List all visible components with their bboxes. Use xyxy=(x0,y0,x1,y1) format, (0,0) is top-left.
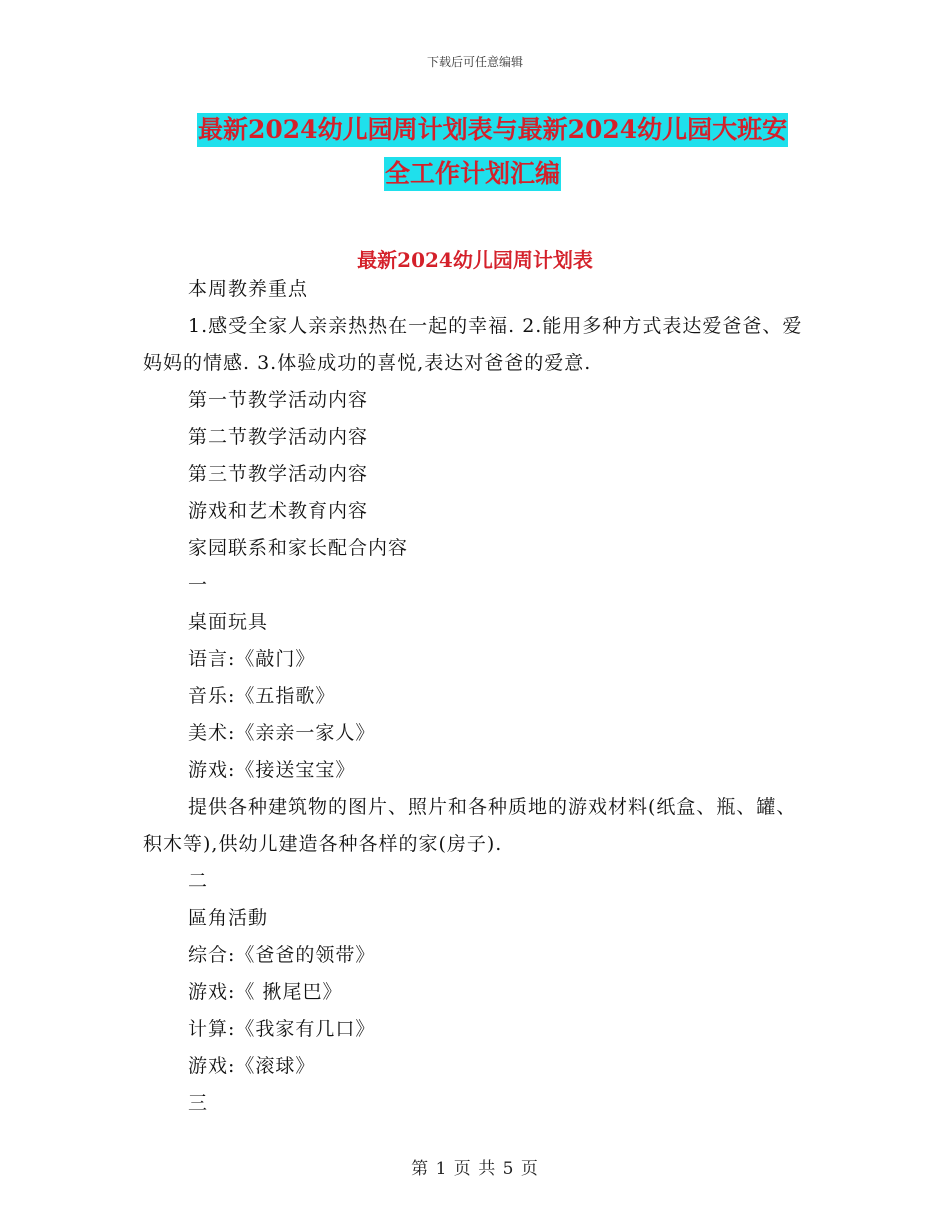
paragraph: 语言:《敲门》 xyxy=(188,648,316,670)
paragraph: 音乐:《五指歌》 xyxy=(188,685,336,707)
paragraph: 一 xyxy=(188,574,209,596)
paragraph: 本周教养重点 xyxy=(188,278,309,300)
document-title-line-1: 最新2024幼儿园周计划表与最新2024幼儿园大班安 xyxy=(197,113,788,147)
paragraph: 第三节教学活动内容 xyxy=(188,463,369,485)
paragraph: 1.感受全家人亲亲热热在一起的幸福. 2.能用多种方式表达爱爸爸、爱妈妈的情感. 3.体验成功的喜悦,表达对爸爸的爱意. xyxy=(143,315,803,374)
paragraph: 游戏和艺术教育内容 xyxy=(188,500,369,522)
document-title-line-2: 全工作计划汇编 xyxy=(384,157,561,191)
paragraph: 游戏:《 揪尾巴》 xyxy=(188,981,343,1003)
paragraph: 三 xyxy=(188,1092,209,1114)
page-footer: 第 1 页 共 5 页 xyxy=(411,1159,539,1179)
paragraph: 第一节教学活动内容 xyxy=(188,389,369,411)
paragraph: 區角活動 xyxy=(188,907,269,929)
paragraph: 提供各种建筑物的图片、照片和各种质地的游戏材料(纸盒、瓶、罐、积木等),供幼儿建造各种各样的家(房子). xyxy=(143,796,797,855)
paragraph: 游戏:《接送宝宝》 xyxy=(188,759,356,781)
paragraph: 计算:《我家有几口》 xyxy=(188,1018,376,1040)
paragraph: 家园联系和家长配合内容 xyxy=(188,537,409,559)
paragraph: 综合:《爸爸的领带》 xyxy=(188,944,376,966)
section-title: 最新2024幼儿园周计划表 xyxy=(357,248,593,272)
paragraph: 游戏:《滚球》 xyxy=(188,1055,316,1077)
document-body xyxy=(143,271,803,1122)
paragraph: 美术:《亲亲一家人》 xyxy=(188,722,376,744)
paragraph: 二 xyxy=(188,870,209,892)
paragraph: 桌面玩具 xyxy=(188,611,269,633)
paragraph: 第二节教学活动内容 xyxy=(188,426,369,448)
page-header: 下载后可任意编辑 xyxy=(426,55,523,69)
